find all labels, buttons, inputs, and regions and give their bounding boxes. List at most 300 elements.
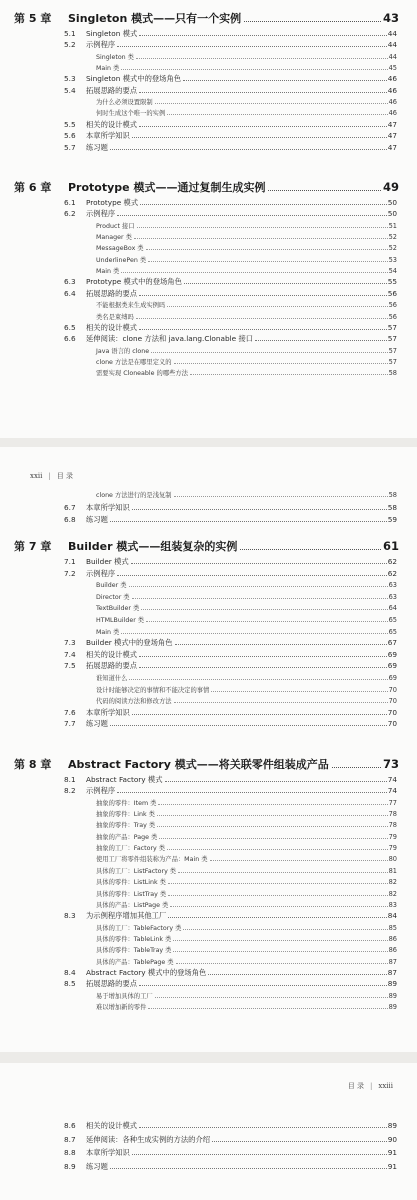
section-number: 6.7 bbox=[64, 502, 76, 512]
leader-dots bbox=[190, 374, 388, 375]
chapter-number: 第 6 章 bbox=[14, 181, 52, 194]
section-number: 7.7 bbox=[64, 719, 76, 729]
subsection-title: 具体的零件：ListLink 类 bbox=[96, 879, 166, 887]
toc-subsection-entry[interactable] bbox=[96, 243, 397, 253]
page-number: 44 bbox=[387, 29, 397, 38]
subsection-title: Builder 类 bbox=[96, 582, 127, 590]
leader-dots bbox=[141, 609, 387, 610]
section-title: 相关的设计模式 bbox=[86, 1121, 138, 1130]
toc-section-entry[interactable] bbox=[64, 29, 397, 40]
leader-dots bbox=[148, 261, 387, 262]
running-head: 目 录 bbox=[56, 472, 73, 480]
leader-dots bbox=[184, 283, 387, 284]
page-number: 84 bbox=[387, 911, 397, 921]
section-number: 6.8 bbox=[64, 515, 76, 524]
toc-subsection-entry[interactable] bbox=[96, 820, 397, 830]
page-number: 78 bbox=[388, 821, 397, 830]
toc-section-entry[interactable] bbox=[64, 661, 397, 672]
leader-dots bbox=[332, 767, 381, 768]
page-number: 82 bbox=[388, 889, 397, 898]
subsection-title: Main 类 bbox=[96, 268, 120, 276]
section-number: 8.7 bbox=[64, 1134, 76, 1144]
leader-dots bbox=[121, 633, 387, 634]
page-number: 62 bbox=[387, 568, 397, 578]
section-title: 示例程序 bbox=[86, 786, 116, 796]
section-title: 练习题 bbox=[86, 515, 108, 524]
page-number: 50 bbox=[387, 198, 397, 207]
page-folio: xxii bbox=[30, 472, 43, 480]
leader-dots bbox=[151, 352, 387, 353]
toc-section-entry[interactable] bbox=[64, 1148, 397, 1159]
toc-subsection-entry[interactable] bbox=[96, 592, 397, 602]
page-number: 46 bbox=[388, 98, 397, 107]
leader-dots bbox=[155, 103, 388, 104]
chapter-page-number: 43 bbox=[382, 11, 399, 25]
toc-section-entry[interactable] bbox=[64, 911, 397, 922]
leader-dots bbox=[139, 1127, 387, 1128]
section-number: 6.3 bbox=[64, 277, 76, 287]
page-number: 45 bbox=[388, 64, 397, 73]
section-title: 本章所学知识 bbox=[86, 502, 130, 512]
toc-subsection-entry[interactable] bbox=[96, 368, 397, 378]
chapter-title: Builder 模式——组装复杂的实例 bbox=[68, 540, 238, 553]
leader-dots bbox=[208, 974, 386, 975]
section-number: 5.1 bbox=[64, 29, 76, 38]
page-number: 51 bbox=[388, 221, 397, 230]
page-number: 89 bbox=[387, 1121, 397, 1130]
chapter-number: 第 5 章 bbox=[14, 12, 52, 25]
chapter-number: 第 8 章 bbox=[14, 758, 52, 771]
toc-subsection-entry[interactable] bbox=[96, 232, 397, 242]
section-title: 示例程序 bbox=[86, 568, 116, 578]
toc-subsection-entry[interactable] bbox=[96, 934, 397, 944]
toc-subsection-entry[interactable] bbox=[96, 580, 397, 590]
toc-page-3 bbox=[0, 1063, 417, 1200]
section-number: 8.2 bbox=[64, 786, 76, 796]
section-number: 5.4 bbox=[64, 85, 76, 95]
toc-section-entry[interactable] bbox=[64, 1162, 397, 1173]
section-number: 7.1 bbox=[64, 557, 76, 566]
subsection-title: 抽象的产品：Page 类 bbox=[96, 833, 158, 841]
section-number: 5.2 bbox=[64, 40, 76, 50]
running-head: 目 录 bbox=[347, 1082, 365, 1090]
section-title: 延伸阅读：clone 方法和 java.lang.Clonable 接口 bbox=[86, 334, 254, 344]
toc-subsection-entry[interactable] bbox=[96, 221, 397, 231]
leader-dots bbox=[110, 149, 387, 150]
page-number: 81 bbox=[388, 866, 397, 875]
section-title: Prototype 模式 bbox=[86, 198, 139, 207]
subsection-title: 抽象的零件：Link 类 bbox=[96, 811, 155, 819]
leader-dots bbox=[139, 92, 387, 93]
subsection-title: Manager 类 bbox=[96, 234, 132, 242]
leader-dots bbox=[170, 906, 387, 907]
page-number: 56 bbox=[387, 288, 397, 298]
toc-subsection-entry[interactable] bbox=[96, 696, 397, 706]
page-number: 69 bbox=[388, 674, 397, 682]
toc-subsection-entry[interactable] bbox=[96, 809, 397, 819]
leader-dots bbox=[173, 940, 387, 941]
toc-section-entry[interactable] bbox=[64, 277, 397, 288]
toc-subsection-entry[interactable] bbox=[96, 900, 397, 910]
subsection-title: 具体的产品：ListPage 类 bbox=[96, 901, 169, 909]
toc-section-entry[interactable] bbox=[64, 209, 397, 220]
section-number: 5.3 bbox=[64, 74, 76, 84]
chapter-number: 第 7 章 bbox=[14, 540, 52, 553]
subsection-title: 难以增加新的零件 bbox=[96, 1004, 147, 1011]
leader-dots bbox=[174, 496, 388, 497]
toc-subsection-entry[interactable] bbox=[96, 490, 397, 500]
page-number: 46 bbox=[388, 109, 397, 118]
page-number: 70 bbox=[388, 685, 397, 694]
leader-dots bbox=[176, 963, 388, 964]
page-header: xxii | 目 录 bbox=[30, 472, 73, 480]
toc-section-entry[interactable] bbox=[64, 131, 397, 142]
section-number: 5.7 bbox=[64, 142, 76, 152]
page-number: 77 bbox=[388, 798, 397, 807]
page-number: 50 bbox=[387, 209, 397, 219]
subsection-title: Director 类 bbox=[96, 593, 130, 601]
section-title: 练习题 bbox=[86, 719, 108, 729]
section-number: 7.2 bbox=[64, 568, 76, 578]
subsection-title: 使用工厂将零件组装称为产品：Main 类 bbox=[96, 856, 208, 864]
leader-dots bbox=[178, 872, 388, 873]
leader-dots bbox=[212, 1141, 387, 1142]
page-number: 47 bbox=[387, 119, 397, 129]
section-title: 拓展思路的要点 bbox=[86, 288, 138, 298]
section-title: 相关的设计模式 bbox=[86, 649, 138, 659]
leader-dots bbox=[139, 656, 387, 657]
toc-section-entry[interactable] bbox=[64, 569, 397, 580]
section-title: Builder 模式中的登场角色 bbox=[86, 638, 173, 648]
toc-subsection-entry[interactable] bbox=[96, 1002, 397, 1012]
toc-section-entry[interactable] bbox=[64, 979, 397, 990]
section-title: 示例程序 bbox=[86, 40, 116, 50]
toc-section-entry[interactable] bbox=[64, 503, 397, 514]
leader-dots bbox=[211, 691, 387, 692]
toc-section-entry[interactable] bbox=[64, 1121, 397, 1132]
leader-dots bbox=[159, 838, 387, 839]
toc-section-entry[interactable] bbox=[64, 120, 397, 131]
leader-dots bbox=[139, 667, 387, 668]
section-number: 7.3 bbox=[64, 638, 76, 648]
toc-chapter-entry[interactable] bbox=[14, 756, 399, 772]
section-title: 相关的设计模式 bbox=[86, 322, 138, 332]
toc-section-entry[interactable] bbox=[64, 786, 397, 797]
toc-subsection-entry[interactable] bbox=[96, 866, 397, 876]
subsection-title: 具体的工厂：ListFactory 类 bbox=[96, 867, 177, 875]
leader-dots bbox=[140, 204, 387, 205]
section-title: Singleton 模式中的登场角色 bbox=[86, 74, 182, 84]
section-number: 8.6 bbox=[64, 1121, 76, 1130]
toc-subsection-entry[interactable] bbox=[96, 255, 397, 265]
page-number: 63 bbox=[388, 592, 397, 601]
page-number: 58 bbox=[388, 369, 397, 378]
section-title: 拓展思路的要点 bbox=[86, 661, 138, 671]
leader-dots bbox=[110, 521, 387, 522]
page-number: 69 bbox=[387, 649, 397, 659]
leader-dots bbox=[132, 509, 387, 510]
toc-section-entry[interactable] bbox=[64, 968, 397, 979]
leader-dots bbox=[121, 69, 387, 70]
leader-dots bbox=[158, 804, 387, 805]
leader-dots bbox=[268, 190, 381, 191]
page-number: 74 bbox=[387, 786, 397, 796]
leader-dots bbox=[183, 929, 387, 930]
toc-subsection-entry[interactable] bbox=[96, 991, 397, 1001]
section-number: 8.9 bbox=[64, 1161, 76, 1171]
leader-dots bbox=[139, 329, 387, 330]
toc-subsection-entry[interactable] bbox=[96, 889, 397, 899]
subsection-title: 抽象的零件：Tray 类 bbox=[96, 822, 156, 830]
leader-dots bbox=[165, 781, 387, 782]
section-number: 8.4 bbox=[64, 967, 76, 977]
leader-dots bbox=[134, 238, 388, 239]
section-title: 练习题 bbox=[86, 1161, 108, 1171]
section-number: 6.1 bbox=[64, 198, 76, 207]
page-number: 62 bbox=[387, 557, 397, 566]
page-number: 90 bbox=[387, 1134, 397, 1144]
leader-dots bbox=[121, 272, 387, 273]
leader-dots bbox=[132, 714, 387, 715]
subsection-title: Java 语言的 clone bbox=[96, 347, 150, 355]
section-title: Abstract Factory 模式中的登场角色 bbox=[86, 967, 207, 977]
toc-chapter-entry[interactable] bbox=[14, 179, 399, 195]
section-number: 6.5 bbox=[64, 322, 76, 332]
toc-section-entry[interactable] bbox=[64, 334, 397, 345]
toc-section-entry[interactable] bbox=[64, 198, 397, 209]
leader-dots bbox=[167, 849, 388, 850]
toc-subsection-entry[interactable] bbox=[96, 685, 397, 695]
toc-subsection-entry[interactable] bbox=[96, 108, 397, 118]
toc-subsection-entry[interactable] bbox=[96, 63, 397, 73]
toc-subsection-entry[interactable] bbox=[96, 957, 397, 967]
subsection-title: 为什么必须设置限制 bbox=[96, 99, 153, 107]
toc-chapter-entry[interactable] bbox=[14, 538, 399, 554]
page-number: 64 bbox=[388, 604, 397, 613]
subsection-title: UnderlinePen 类 bbox=[96, 256, 147, 264]
subsection-title: 具体的零件：ListTray 类 bbox=[96, 890, 167, 898]
toc-section-entry[interactable] bbox=[64, 557, 397, 568]
subsection-title: 谁知道什么 bbox=[96, 675, 128, 682]
leader-dots bbox=[132, 598, 388, 599]
leader-dots bbox=[117, 215, 387, 216]
leader-dots bbox=[117, 46, 387, 47]
section-number: 8.1 bbox=[64, 775, 76, 784]
section-number: 8.3 bbox=[64, 911, 76, 921]
toc-subsection-entry[interactable] bbox=[96, 854, 397, 864]
page-number: 91 bbox=[387, 1161, 397, 1171]
toc-section-entry[interactable] bbox=[64, 775, 397, 786]
subsection-title: Singleton 类 bbox=[96, 53, 134, 61]
subsection-title: 不能根据类来生成实例吗 bbox=[96, 302, 166, 310]
toc-subsection-entry[interactable] bbox=[96, 357, 397, 367]
page-number: 79 bbox=[388, 832, 397, 841]
section-number: 8.5 bbox=[64, 979, 76, 989]
page-number: 70 bbox=[388, 697, 397, 706]
toc-subsection-entry[interactable] bbox=[96, 627, 397, 637]
leader-dots bbox=[139, 295, 387, 296]
page-number: 58 bbox=[388, 491, 397, 499]
section-number: 6.4 bbox=[64, 288, 76, 298]
toc-subsection-entry[interactable] bbox=[96, 945, 397, 955]
toc-section-entry[interactable] bbox=[64, 74, 397, 85]
page-number: 52 bbox=[388, 244, 397, 253]
toc-chapter-entry[interactable] bbox=[14, 10, 399, 26]
toc-subsection-entry[interactable] bbox=[96, 300, 397, 310]
toc-subsection-entry[interactable] bbox=[96, 832, 397, 842]
page-number: 55 bbox=[387, 277, 397, 287]
toc-subsection-entry[interactable] bbox=[96, 923, 397, 933]
section-number: 5.6 bbox=[64, 131, 76, 141]
toc-subsection-entry[interactable] bbox=[96, 52, 397, 62]
page-number: 47 bbox=[387, 131, 397, 141]
section-number: 7.6 bbox=[64, 707, 76, 717]
leader-dots bbox=[146, 621, 388, 622]
subsection-title: clone 方法是在哪里定义的 bbox=[96, 358, 172, 366]
leader-dots bbox=[129, 586, 388, 587]
page-number: 57 bbox=[388, 346, 397, 355]
leader-dots bbox=[174, 702, 388, 703]
subsection-title: 具体的工厂：TableFactory 类 bbox=[96, 924, 182, 932]
toc-page-2 bbox=[0, 447, 417, 1052]
leader-dots bbox=[183, 80, 387, 81]
subsection-title: clone 方法进行的是浅复制 bbox=[96, 492, 172, 499]
chapter-title: Prototype 模式——通过复制生成实例 bbox=[68, 181, 266, 194]
page-number: 86 bbox=[388, 934, 397, 943]
toc-section-entry[interactable] bbox=[64, 708, 397, 719]
chapter-page-number: 49 bbox=[382, 180, 399, 194]
section-title: Prototype 模式中的登场角色 bbox=[86, 277, 182, 287]
page-number: 89 bbox=[388, 1003, 397, 1011]
leader-dots bbox=[132, 137, 387, 138]
section-title: 延伸阅读：各种生成实例的方法的介绍 bbox=[86, 1134, 211, 1144]
subsection-title: 具体的零件：TableLink 类 bbox=[96, 935, 172, 943]
leader-dots bbox=[131, 563, 387, 564]
toc-subsection-entry[interactable] bbox=[96, 615, 397, 625]
toc-subsection-entry[interactable] bbox=[96, 877, 397, 887]
page-number: 65 bbox=[388, 627, 397, 636]
chapter-title: Abstract Factory 模式——将关联零件组装成产品 bbox=[68, 758, 329, 771]
leader-dots bbox=[168, 917, 386, 918]
toc-section-entry[interactable] bbox=[64, 1135, 397, 1146]
page-number: 83 bbox=[388, 900, 397, 909]
page-number: 54 bbox=[388, 267, 397, 276]
leader-dots bbox=[139, 985, 387, 986]
subsection-title: 设计时能够决定的事情和不能决定的事情 bbox=[96, 686, 210, 694]
page-number: 86 bbox=[388, 946, 397, 955]
toc-section-entry[interactable] bbox=[64, 719, 397, 730]
leader-dots bbox=[129, 679, 387, 680]
subsection-title: 需要实现 Cloneable 的哪些方法 bbox=[96, 370, 189, 378]
section-number: 6.2 bbox=[64, 209, 76, 219]
toc-subsection-entry[interactable] bbox=[96, 798, 397, 808]
page-number: 46 bbox=[387, 85, 397, 95]
page-number: 70 bbox=[387, 719, 397, 729]
leader-dots bbox=[173, 951, 387, 952]
section-title: 为示例程序增加其他工厂 bbox=[86, 911, 167, 921]
subsection-title: 具体的零件：TableTray 类 bbox=[96, 947, 172, 955]
page-number: 44 bbox=[388, 52, 397, 61]
subsection-title: 何时生成这个唯一的实例 bbox=[96, 110, 166, 118]
toc-subsection-entry[interactable] bbox=[96, 266, 397, 276]
leader-dots bbox=[168, 883, 388, 884]
page-number: 47 bbox=[387, 142, 397, 152]
leader-dots bbox=[155, 997, 388, 998]
leader-dots bbox=[136, 58, 388, 59]
leader-dots bbox=[110, 1168, 387, 1169]
page-number: 74 bbox=[387, 775, 397, 784]
page-number: 78 bbox=[388, 810, 397, 819]
toc-subsection-entry[interactable] bbox=[96, 673, 397, 683]
leader-dots bbox=[110, 725, 387, 726]
page-number: 58 bbox=[387, 502, 397, 512]
toc-section-entry[interactable] bbox=[64, 40, 397, 51]
section-title: 拓展思路的要点 bbox=[86, 979, 138, 989]
leader-dots bbox=[255, 340, 387, 341]
page-number: 70 bbox=[387, 707, 397, 717]
section-title: Singleton 模式 bbox=[86, 29, 138, 38]
leader-dots bbox=[210, 860, 388, 861]
toc-section-entry[interactable] bbox=[64, 515, 397, 526]
toc-subsection-entry[interactable] bbox=[96, 312, 397, 322]
page-number: 80 bbox=[388, 855, 397, 864]
section-title: Builder 模式 bbox=[86, 557, 129, 566]
page-number: 67 bbox=[387, 638, 397, 648]
leader-dots bbox=[157, 815, 388, 816]
page-number: 57 bbox=[388, 357, 397, 366]
toc-section-entry[interactable] bbox=[64, 143, 397, 154]
section-title: 本章所学知识 bbox=[86, 1148, 130, 1157]
subsection-title: 抽象的零件：Item 类 bbox=[96, 799, 157, 807]
toc-section-entry[interactable] bbox=[64, 650, 397, 661]
page-number: 59 bbox=[387, 515, 397, 524]
subsection-title: 具体的产品：TablePage 类 bbox=[96, 958, 174, 966]
page-number: 57 bbox=[387, 322, 397, 332]
subsection-title: 代码的阅读方法和修改方法 bbox=[96, 698, 172, 706]
leader-dots bbox=[167, 306, 387, 307]
page-number: 57 bbox=[387, 334, 397, 344]
toc-subsection-entry[interactable] bbox=[96, 843, 397, 853]
page-number: 56 bbox=[388, 312, 397, 321]
toc-section-entry[interactable] bbox=[64, 86, 397, 97]
page-number: 69 bbox=[387, 661, 397, 671]
toc-page-1 bbox=[0, 0, 417, 438]
leader-dots bbox=[148, 1008, 387, 1009]
leader-dots bbox=[167, 114, 387, 115]
leader-dots bbox=[117, 575, 387, 576]
leader-dots bbox=[117, 792, 387, 793]
toc-subsection-entry[interactable] bbox=[96, 603, 397, 613]
section-title: 示例程序 bbox=[86, 209, 116, 219]
toc-section-entry[interactable] bbox=[64, 638, 397, 649]
subsection-title: Product 接口 bbox=[96, 222, 135, 230]
subsection-title: 抽象的工厂：Factory 类 bbox=[96, 845, 166, 853]
section-number: 5.5 bbox=[64, 119, 76, 129]
section-title: Abstract Factory 模式 bbox=[86, 775, 163, 784]
toc-section-entry[interactable] bbox=[64, 289, 397, 300]
page-number: 87 bbox=[387, 967, 397, 977]
page-number: 65 bbox=[388, 616, 397, 624]
section-title: 练习题 bbox=[86, 142, 108, 152]
toc-subsection-entry[interactable] bbox=[96, 346, 397, 356]
page-number: 79 bbox=[388, 844, 397, 853]
leader-dots bbox=[244, 21, 381, 22]
leader-dots bbox=[240, 549, 381, 550]
toc-section-entry[interactable] bbox=[64, 323, 397, 334]
leader-dots bbox=[175, 644, 387, 645]
page-number: 63 bbox=[388, 581, 397, 590]
toc-subsection-entry[interactable] bbox=[96, 97, 397, 107]
